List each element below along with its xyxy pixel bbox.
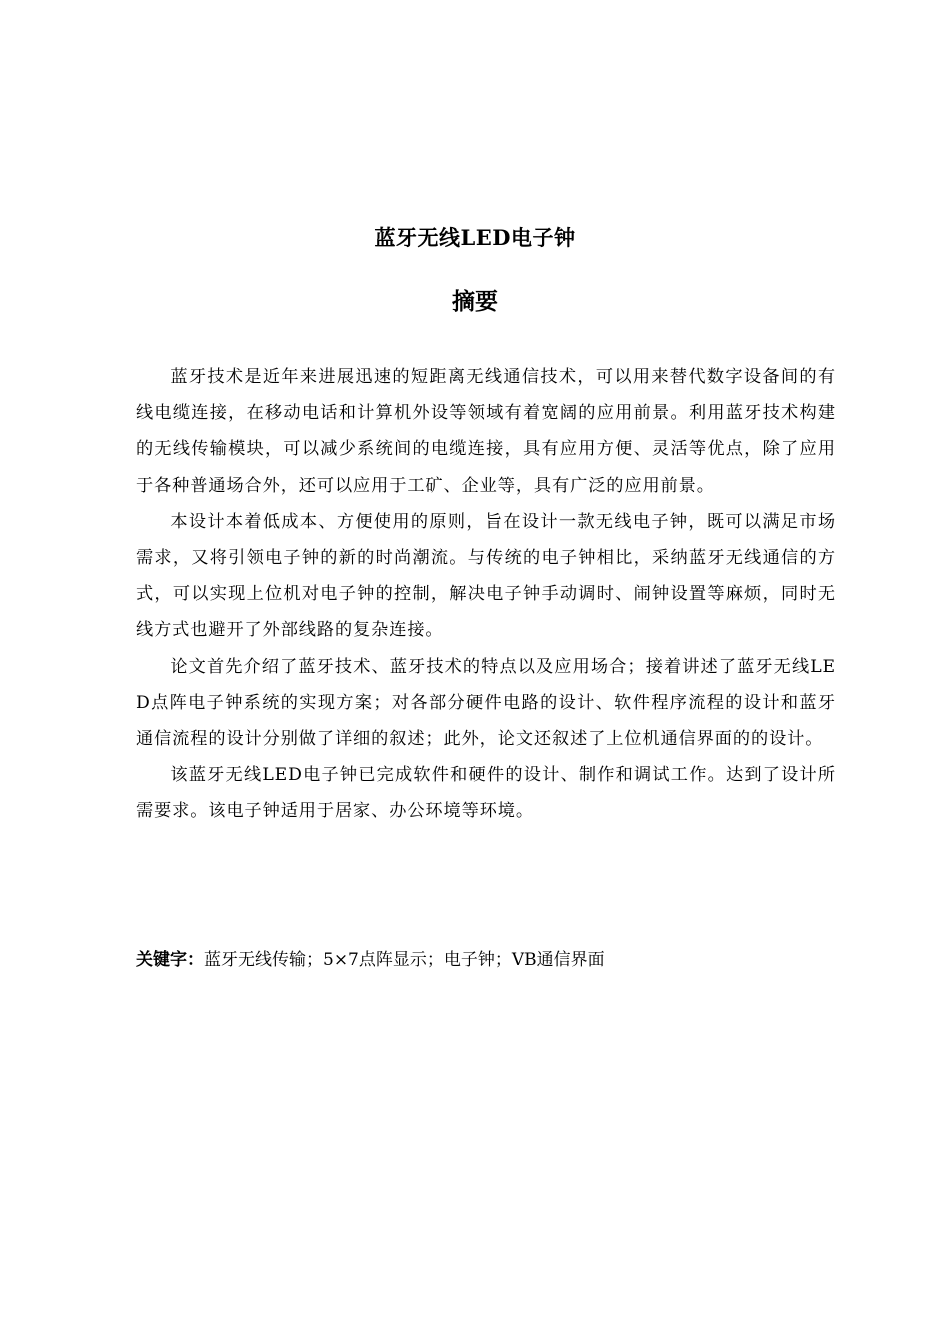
abstract-paragraph-4: 该蓝牙无线LED电子钟已完成软件和硬件的设计、制作和调试工作。达到了设计所需要求。该电子钟适用于居家、办公环境等环境。 <box>136 765 836 822</box>
keywords-text: 蓝牙无线传输；5×7点阵显示；电子钟；VB通信界面 <box>204 950 605 970</box>
keywords-line <box>136 943 836 977</box>
abstract-paragraph-1: 蓝牙技术是近年来进展迅速的短距离无线通信技术，可以用来替代数字设备间的有线电缆连接，在移动电话和计算机外设等领域有着宽阔的应用前景。利用蓝牙技术构建的无线传输模块，可以减少系统间的电缆连接，具有应用方便、灵活等优点，除了应用于各种普通场合外，还可以应用于工矿、企业等，具有广泛的应用前景。 <box>136 367 836 496</box>
keywords-label: 关键字： <box>136 950 204 970</box>
abstract-body <box>136 359 836 830</box>
abstract-paragraph-2: 本设计本着低成本、方便使用的原则，旨在设计一款无线电子钟，既可以满足市场需求，又将引领电子钟的新的时尚潮流。与传统的电子钟相比，采纳蓝牙无线通信的方式，可以实现上位机对电子钟的控制，解决电子钟手动调时、闹钟设置等麻烦，同时无线方式也避开了外部线路的复杂连接。 <box>136 511 836 641</box>
abstract-heading: 摘要 <box>452 288 498 315</box>
document-title: 蓝牙无线LED电子钟 <box>374 225 576 250</box>
abstract-paragraph-3: 论文首先介绍了蓝牙技术、蓝牙技术的特点以及应用场合；接着讲述了蓝牙无线LED点阵电子钟系统的实现方案；对各部分硬件电路的设计、软件程序流程的设计和蓝牙通信流程的设计分别做了详细的叙述；此外，论文还叙述了上位机通信界面的的设计。 <box>136 656 836 750</box>
